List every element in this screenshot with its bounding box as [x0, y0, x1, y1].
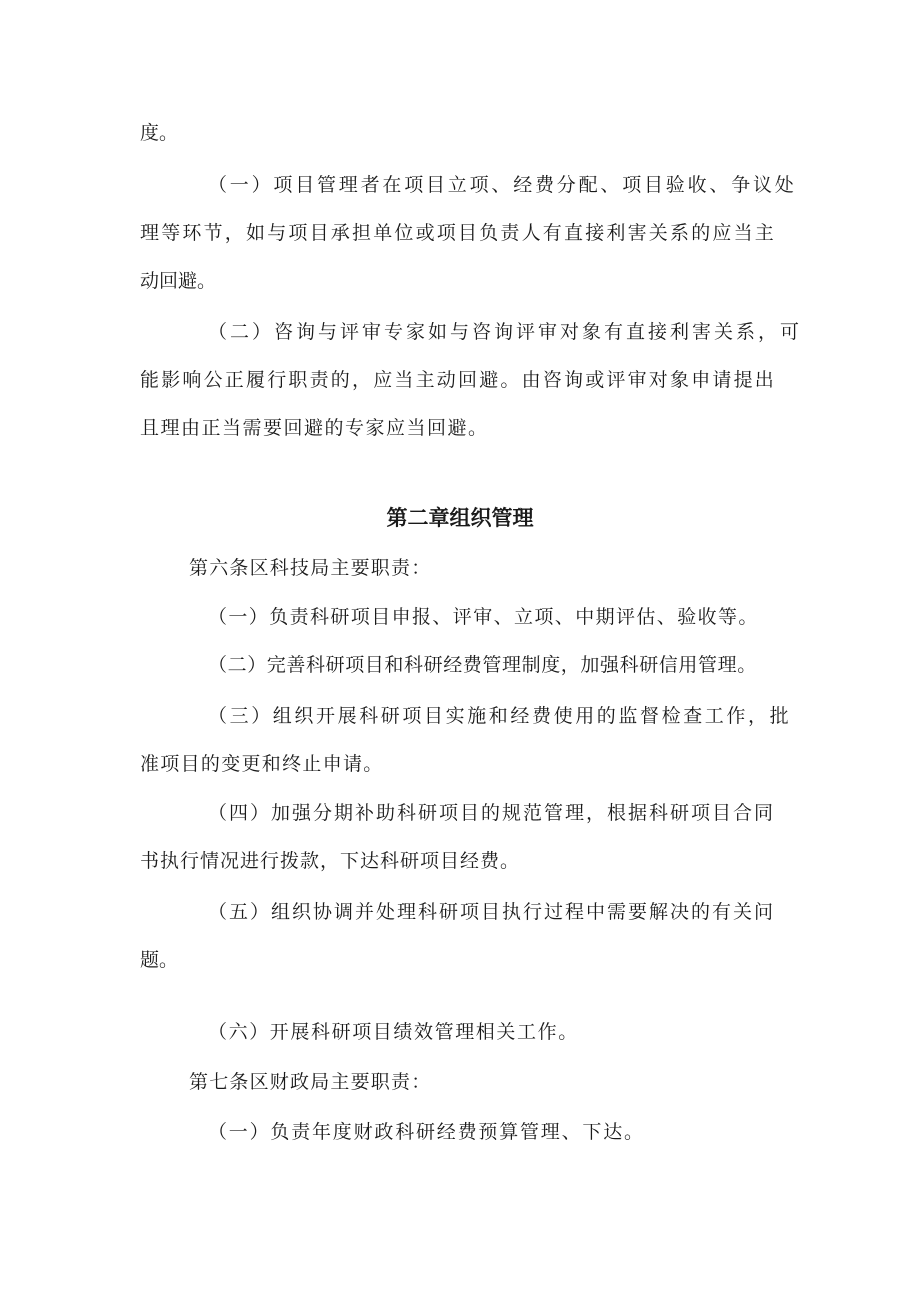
avoidance-item-2-line-3: 且理由正当需要回避的专家应当回避。	[140, 417, 489, 439]
article-6-item-4-line-2: 书执行情况进行拨款，下达科研项目经费。	[140, 850, 521, 872]
article-6-item-1: （一）负责科研项目申报、评审、立项、中期评估、验收等。	[208, 606, 759, 628]
article-6-item-2: （二）完善科研项目和科研经费管理制度，加强科研信用管理。	[208, 654, 757, 676]
article-6-item-4-line-1: （四）加强分期补助科研项目的规范管理，根据科研项目合同	[208, 802, 776, 824]
article-6-item-3-line-2: 准项目的变更和终止申请。	[140, 753, 384, 775]
avoidance-item-1-line-2: 理等环节，如与项目承担单位或项目负责人有直接利害关系的应当主	[140, 222, 777, 244]
paragraph-continuation: 度。	[140, 122, 179, 144]
article-6-item-3-line-1: （三）组织开展科研项目实施和经费使用的监督检查工作，批	[208, 705, 792, 727]
article-6-item-6: （六）开展科研项目绩效管理相关工作。	[208, 1021, 579, 1043]
avoidance-item-2-line-2: 能影响公正履行职责的，应当主动回避。由咨询或评审对象申请提出	[140, 369, 777, 391]
article-7-item-1: （一）负责年度财政科研经费预算管理、下达。	[208, 1121, 645, 1143]
article-6-item-5-line-2: 题。	[140, 949, 179, 971]
article-7-title: 第七条区财政局主要职责：	[189, 1071, 432, 1093]
chapter-title: 第二章组织管理	[386, 506, 534, 530]
article-6-item-5-line-1: （五）组织协调并处理科研项目执行过程中需要解决的有关问	[208, 901, 776, 923]
avoidance-item-1-line-3: 动回避。	[140, 270, 217, 292]
avoidance-item-1-line-1: （一）项目管理者在项目立项、经费分配、项目验收、争议处	[208, 174, 797, 196]
article-6-title: 第六条区科技局主要职责：	[189, 557, 432, 579]
avoidance-item-2-line-1: （二）咨询与评审专家如与咨询评审对象有直接利害关系，可	[208, 321, 803, 343]
